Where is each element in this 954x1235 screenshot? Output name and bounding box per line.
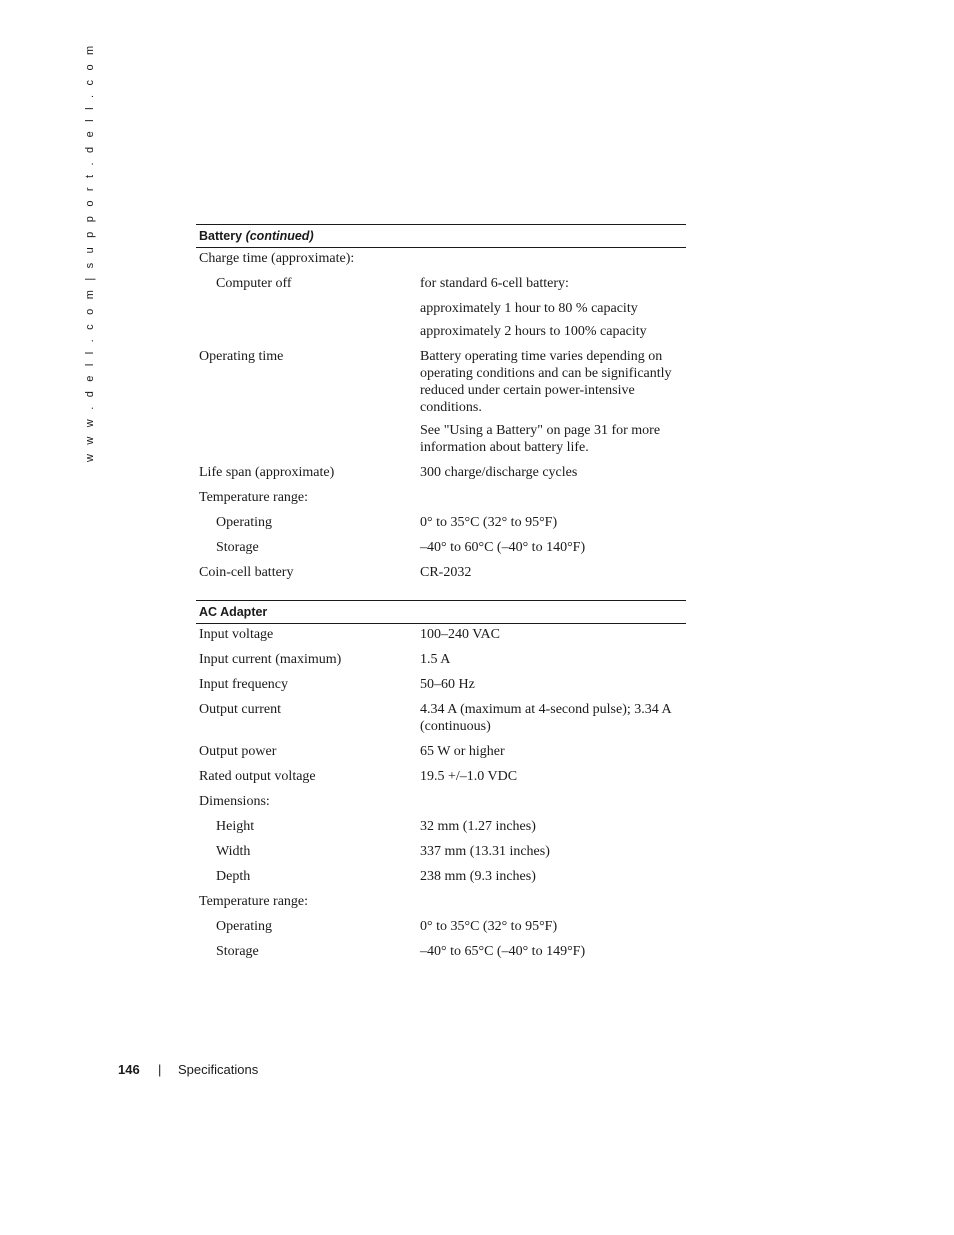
spec-value: 100–240 VAC <box>420 627 501 642</box>
spec-value: –40° to 60°C (–40° to 140°F) <box>420 540 586 555</box>
spec-value: 1.5 A <box>420 652 451 667</box>
spec-value: 0° to 35°C (32° to 95°F) <box>420 515 558 530</box>
spec-label <box>196 422 420 456</box>
spec-row <box>196 843 686 868</box>
spec-value: 337 mm (13.31 inches) <box>420 844 550 859</box>
spec-row <box>196 323 686 348</box>
spec-label: Output power <box>199 744 277 759</box>
spec-row <box>196 793 686 818</box>
spec-label: Temperature range: <box>199 490 309 505</box>
spec-label: Charge time (approximate): <box>199 251 355 266</box>
spec-value: 65 W or higher <box>420 744 505 759</box>
spec-value: for standard 6-cell battery: <box>420 276 569 291</box>
spec-row <box>196 564 686 589</box>
spec-row <box>196 768 686 793</box>
spec-row <box>196 743 686 768</box>
spec-value <box>420 250 682 267</box>
spec-row <box>196 422 686 464</box>
spec-label: Computer off <box>216 276 292 291</box>
ac-adapter-section-header <box>196 600 686 624</box>
spec-label: Operating time <box>199 349 284 364</box>
spec-label: Input frequency <box>199 677 289 692</box>
spec-row <box>196 514 686 539</box>
spec-value <box>420 489 682 506</box>
spec-label: Input voltage <box>199 627 274 642</box>
spec-label: Storage <box>216 944 259 959</box>
spec-row <box>196 868 686 893</box>
spec-label: Storage <box>216 540 259 555</box>
spec-value: 300 charge/discharge cycles <box>420 465 578 480</box>
spec-row <box>196 943 686 968</box>
spec-row <box>196 489 686 514</box>
spec-label <box>196 300 420 317</box>
spec-value <box>420 793 682 810</box>
spec-row <box>196 626 686 651</box>
battery-title-suffix: (continued) <box>245 229 314 243</box>
spec-row <box>196 348 686 422</box>
spec-value: 4.34 A (maximum at 4-second pulse); 3.34 A (continuous) <box>420 702 671 734</box>
spec-value: 50–60 Hz <box>420 677 475 692</box>
spec-label: Height <box>216 819 255 834</box>
spec-label: Input current (maximum) <box>199 652 342 667</box>
spec-row <box>196 275 686 300</box>
spec-value: 32 mm (1.27 inches) <box>420 819 536 834</box>
spec-row <box>196 651 686 676</box>
spec-value: approximately 1 hour to 80 % capacity <box>420 301 638 316</box>
spec-label: Operating <box>216 919 272 934</box>
battery-section-header <box>196 224 686 248</box>
ac-adapter-spec-table <box>196 600 686 968</box>
side-url-text: w w w . d e l l . c o m | s u p p o r t . d e l l . c o m <box>84 42 96 462</box>
spec-label: Output current <box>199 702 282 717</box>
spec-label: Coin-cell battery <box>199 565 294 580</box>
spec-label: Operating <box>216 515 272 530</box>
spec-row <box>196 918 686 943</box>
spec-label <box>196 323 420 340</box>
spec-value: See "Using a Battery" on page 31 for more information about battery life. <box>420 423 661 455</box>
spec-row <box>196 893 686 918</box>
spec-label: Depth <box>216 869 251 884</box>
spec-row <box>196 676 686 701</box>
spec-label: Rated output voltage <box>199 769 316 784</box>
spec-label: Temperature range: <box>199 894 309 909</box>
spec-value: 238 mm (9.3 inches) <box>420 869 536 884</box>
ac-adapter-title: AC Adapter <box>199 605 268 619</box>
battery-spec-table <box>196 224 686 589</box>
spec-label: Life span (approximate) <box>199 465 335 480</box>
spec-value: CR-2032 <box>420 565 472 580</box>
spec-row <box>196 818 686 843</box>
spec-label: Dimensions: <box>199 794 270 809</box>
spec-value: 0° to 35°C (32° to 95°F) <box>420 919 558 934</box>
battery-title: Battery <box>199 229 243 243</box>
spec-value: –40° to 65°C (–40° to 149°F) <box>420 944 586 959</box>
spec-value: 19.5 +/–1.0 VDC <box>420 769 518 784</box>
spec-value: approximately 2 hours to 100% capacity <box>420 324 647 339</box>
page-number: 146 <box>118 1062 140 1077</box>
spec-value: Battery operating time varies depending on operating conditions and can be significantly reduced under certain power-intensive conditions. <box>420 349 672 415</box>
spec-label: Width <box>216 844 251 859</box>
footer-section-title: Specifications <box>178 1062 259 1077</box>
spec-value <box>420 893 682 910</box>
spec-row <box>196 250 686 275</box>
footer-separator: | <box>158 1062 162 1077</box>
page-footer <box>118 1062 258 1077</box>
spec-row <box>196 464 686 489</box>
spec-row <box>196 539 686 564</box>
spec-row <box>196 701 686 743</box>
spec-row <box>196 300 686 323</box>
